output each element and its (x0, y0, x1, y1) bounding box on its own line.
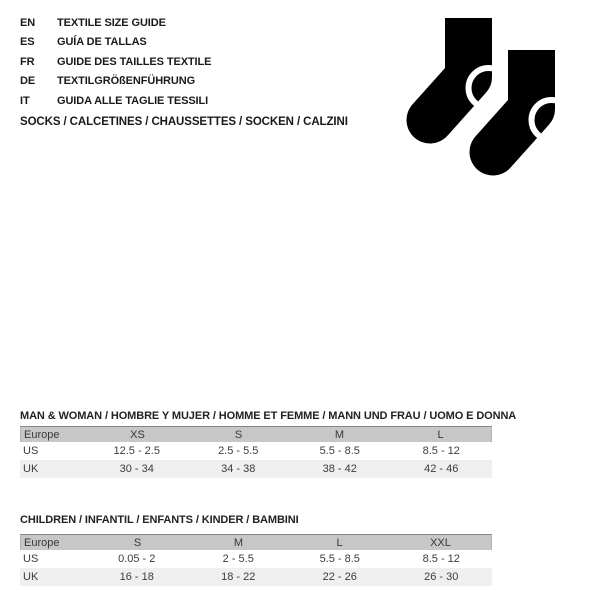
language-label: GUIDA ALLE TAGLIE TESSILI (57, 94, 209, 107)
size-cell: 2.5 - 5.5 (218, 445, 259, 457)
language-row (20, 52, 211, 72)
size-cell: 8.5 - 12 (422, 553, 460, 565)
language-label: GUIDE DES TAILLES TEXTILE (57, 55, 212, 68)
header-cell-size: XS (130, 428, 145, 441)
size-cell: 42 - 46 (424, 463, 459, 475)
language-row (20, 72, 211, 92)
language-row (20, 33, 211, 53)
header-cell-size: S (133, 536, 142, 549)
language-code: FR (20, 55, 35, 68)
language-row (20, 13, 211, 33)
socks-icon (395, 5, 580, 190)
language-code: IT (20, 94, 30, 107)
header-cell-size: L (336, 536, 343, 549)
size-table-children (20, 534, 492, 586)
language-code: DE (20, 75, 36, 88)
table-header-row (20, 426, 492, 442)
size-cell: 12.5 - 2.5 (113, 445, 160, 457)
size-cell: 5.5 - 8.5 (319, 553, 360, 565)
size-cell: 16 - 18 (119, 571, 154, 583)
header-cell-region: Europe (24, 536, 60, 549)
adult-table-title: MAN & WOMAN / HOMBRE Y MUJER / HOMME ET FEMME / MANN UND FRAU / UOMO E DONNA (20, 410, 517, 422)
size-cell: 8.5 - 12 (422, 445, 460, 457)
header-cell-size: L (437, 428, 444, 441)
row-label: UK (23, 463, 39, 475)
table-row-us (20, 442, 492, 460)
table-row-uk (20, 460, 492, 478)
header-cell-size: M (233, 536, 244, 549)
header-cell-region: Europe (24, 428, 60, 441)
header-cell-size: S (234, 428, 243, 441)
language-row (20, 91, 211, 111)
size-cell: 22 - 26 (322, 571, 357, 583)
table-row-uk (20, 568, 492, 586)
size-cell: 18 - 22 (221, 571, 256, 583)
size-cell: 38 - 42 (322, 463, 357, 475)
row-label: US (23, 445, 39, 457)
size-cell: 2 - 5.5 (222, 553, 254, 565)
language-label: GUÍA DE TALLAS (57, 36, 147, 49)
table-row-us (20, 550, 492, 568)
language-code: ES (20, 36, 35, 49)
row-label: UK (23, 571, 39, 583)
size-cell: 5.5 - 8.5 (319, 445, 360, 457)
header-cell-size: M (334, 428, 345, 441)
language-code: EN (20, 16, 36, 29)
size-cell: 34 - 38 (221, 463, 256, 475)
language-list (20, 13, 211, 111)
sock-front (493, 45, 572, 153)
row-label: US (23, 553, 39, 565)
children-table-title: CHILDREN / INFANTIL / ENFANTS / KINDER / BAMBINI (20, 514, 299, 526)
size-cell: 0.05 - 2 (118, 553, 156, 565)
language-label: TEXTILE SIZE GUIDE (57, 16, 166, 29)
size-cell: 30 - 34 (119, 463, 154, 475)
table-header-row (20, 534, 492, 550)
header-cell-size: XXL (430, 536, 451, 549)
language-label: TEXTILGRÖßENFÜHRUNG (57, 75, 196, 88)
category-heading: SOCKS / CALCETINES / CHAUSSETTES / SOCKEN / CALZINI (20, 116, 348, 128)
size-cell: 26 - 30 (424, 571, 459, 583)
size-table-adult (20, 426, 492, 478)
